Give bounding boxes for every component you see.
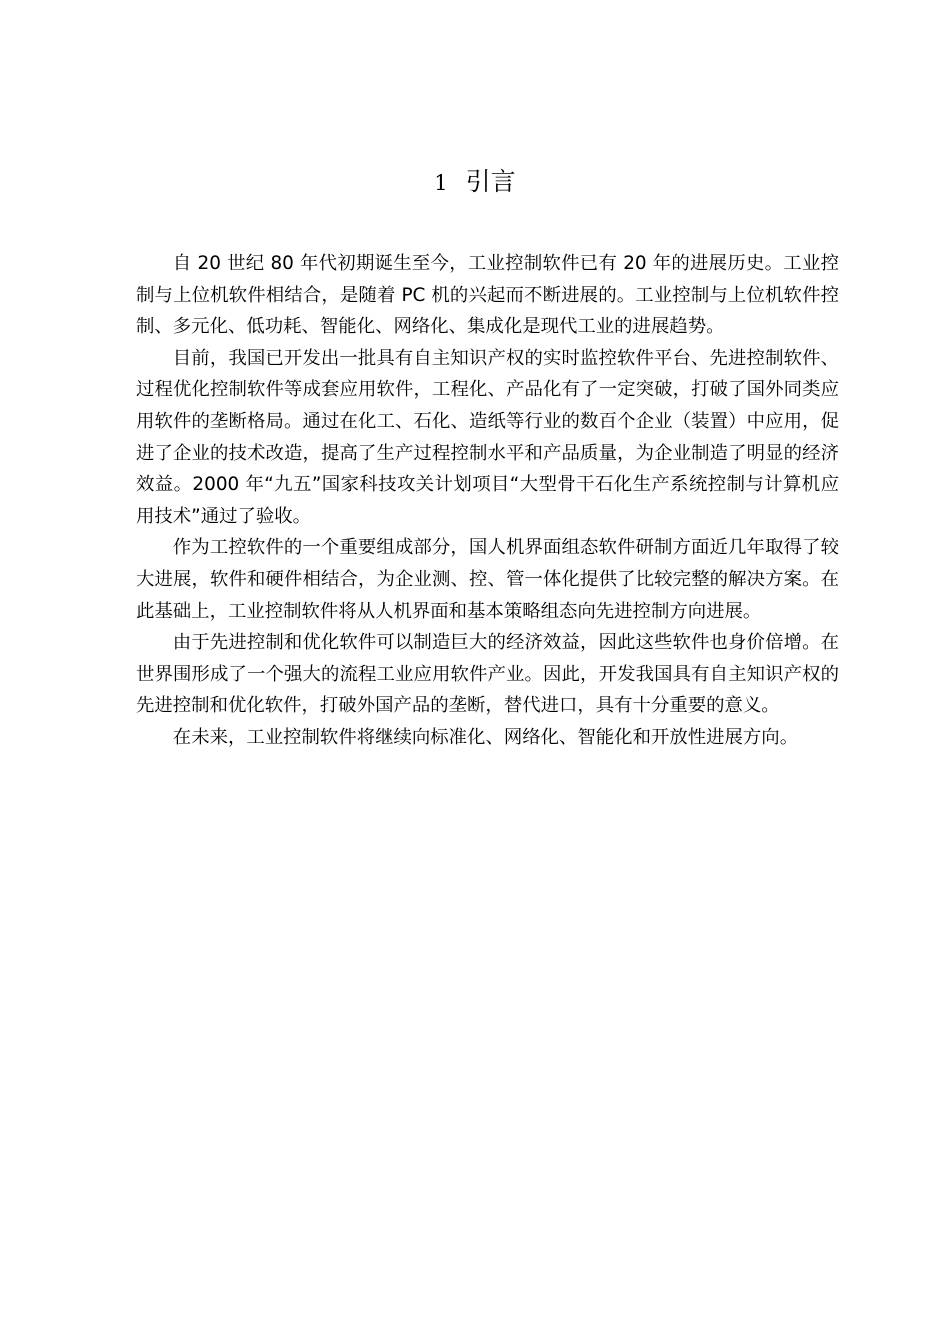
- paragraph-5: 在未来，工业控制软件将继续向标准化、网络化、智能化和开放性进展方向。: [172, 726, 799, 748]
- document-body: [136, 248, 839, 754]
- paragraph-3: 作为工控软件的一个重要组成部分，国人机界面组态软件研制方面近几年取得了较大进展，软件和硬件相结合，为企业测、控、管一体化提供了比较完整的解决方案。在此基础上，工业控制软件将从人机界面和基本策略组态向先进控制方向进展。: [136, 537, 839, 622]
- section-heading: [0, 162, 950, 203]
- paragraph-1: 自 20 世纪 80 年代初期诞生至今，工业控制软件已有 20 年的进展历史。工业控制与上位机软件相结合，是随着 PC 机的兴起而不断进展的。工业控制与上位机软件控制、多元化、低功耗、智能化、网络化、集成化是现代工业的进展趋势。: [136, 253, 839, 338]
- section-number: 1: [434, 171, 448, 195]
- paragraph-2: 目前，我国已开发出一批具有自主知识产权的实时监控软件平台、先进控制软件、过程优化控制软件等成套应用软件，工程化、产品化有了一定突破，打破了国外同类应用软件的垄断格局。通过在化工、石化、造纸等行业的数百个企业（装置）中应用，促进了企业的技术改造，提高了生产过程控制水平和产品质量，为企业制造了明显的经济效益。2000 年“九五”国家科技攻关计划项目“大型骨干石化生产系统控制与计算机应用技术”通过了验收。: [136, 347, 839, 527]
- paragraph-4: 由于先进控制和优化软件可以制造巨大的经济效益，因此这些软件也身价倍增。在世界围形成了一个强大的流程工业应用软件产业。因此，开发我国具有自主知识产权的先进控制和优化软件，打破外国产品的垄断，替代进口，具有十分重要的意义。: [136, 632, 839, 717]
- section-title: 引言: [465, 167, 516, 196]
